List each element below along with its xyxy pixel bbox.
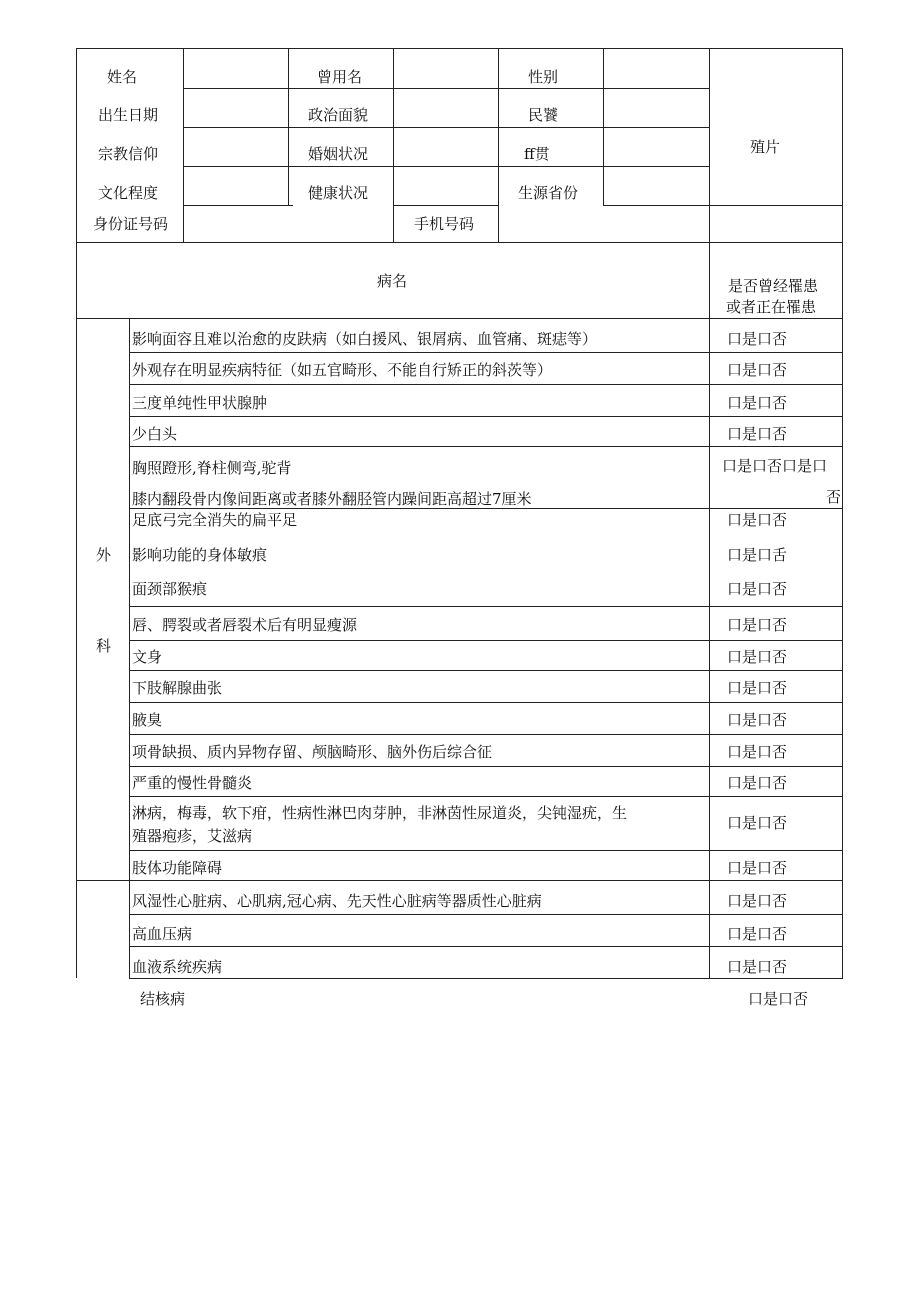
health-status-field[interactable] xyxy=(398,184,493,202)
disease-item: 影响功能的身体敏痕 xyxy=(132,546,268,564)
currently-suffering-header: 或者正在罹患 xyxy=(726,298,817,316)
tuberculosis-label: 结核病 xyxy=(140,990,186,1008)
category-surgery-char2: 科 xyxy=(96,637,112,655)
col-divider xyxy=(393,48,394,242)
disease-item: 风湿性心脏病、心肌病,冠心病、先天性心脏病等器质性心脏病 xyxy=(132,892,542,910)
disease-item: 少白头 xyxy=(132,425,178,443)
disease-item: 项骨缺损、质内异物存留、颅脑畸形、脑外伤后综合征 xyxy=(132,743,493,761)
education-field[interactable] xyxy=(188,184,283,202)
yes-no-choice[interactable]: 口是口否 xyxy=(727,958,788,976)
section-divider xyxy=(76,880,843,881)
tuberculosis-choice[interactable]: 口是口否 xyxy=(748,990,809,1008)
gender-label: 性别 xyxy=(528,68,559,86)
disease-item: 面颈部猴痕 xyxy=(132,580,208,598)
religion-label: 宗教信仰 xyxy=(98,145,159,163)
disease-item-continued: 殖器疱疹，艾滋病 xyxy=(132,827,253,845)
yes-no-choice[interactable]: 口是口否 xyxy=(727,361,788,379)
disease-item: 高血压病 xyxy=(132,925,193,943)
former-name-label: 曾用名 xyxy=(317,68,363,86)
col-divider xyxy=(129,318,130,978)
yes-no-choice[interactable]: 口是口否 xyxy=(727,859,788,877)
col-divider xyxy=(498,48,499,242)
disease-item: 唇、腭裂或者唇裂术后有明显瘦源 xyxy=(132,616,358,634)
disease-item: 下肢解腺曲张 xyxy=(132,679,223,697)
category-surgery-char1: 外 xyxy=(96,546,112,564)
row-divider xyxy=(129,702,843,703)
marital-status-field[interactable] xyxy=(398,145,493,163)
ethnicity-label: 民饕 xyxy=(528,106,559,124)
ethnicity-field[interactable] xyxy=(608,106,703,124)
disease-item: 严重的慢性骨髓炎 xyxy=(132,774,253,792)
disease-name-header: 病名 xyxy=(377,272,408,290)
disease-item: 胸照蹬形,脊柱侧弯,驼背 xyxy=(132,459,292,477)
col-divider xyxy=(603,48,604,205)
yes-no-choice[interactable]: 口是口否 xyxy=(727,711,788,729)
yes-no-choice[interactable]: 口是口否 xyxy=(727,743,788,761)
row-divider xyxy=(129,384,843,385)
political-status-field[interactable] xyxy=(398,106,493,124)
yes-no-choice[interactable]: 否 xyxy=(826,488,842,506)
native-place-field[interactable] xyxy=(608,145,703,163)
yes-no-choice[interactable]: 口是口否 xyxy=(727,814,788,832)
yes-no-choice[interactable]: 口是口否 xyxy=(727,679,788,697)
row-divider xyxy=(129,946,843,947)
disease-item: 肢体功能障碍 xyxy=(132,859,223,877)
table-border-right xyxy=(842,48,843,978)
row-divider xyxy=(129,416,843,417)
disease-item: 淋病，梅毒，软下疳，性病性淋巴肉芽肿，非淋茵性尿道炎，尖钝湿疣，生 xyxy=(132,804,628,822)
political-status-label: 政治面貌 xyxy=(308,106,369,124)
row-divider xyxy=(393,205,498,206)
disease-item: 外观存在明显疾病特征（如五官畸形、不能自行矫正的斜茨等） xyxy=(132,361,553,379)
col-divider xyxy=(288,48,289,205)
photo-placeholder: 殖片 xyxy=(750,138,781,156)
id-number-field[interactable] xyxy=(188,215,388,233)
row-divider xyxy=(183,166,710,167)
religion-field[interactable] xyxy=(188,145,283,163)
yes-no-choice[interactable]: 口是口否 xyxy=(727,394,788,412)
row-divider xyxy=(129,606,843,607)
former-name-field[interactable] xyxy=(398,68,493,86)
disease-item: 文身 xyxy=(132,648,163,666)
yes-no-choice[interactable]: 口是口否 xyxy=(727,425,788,443)
education-label: 文化程度 xyxy=(98,184,159,202)
row-divider xyxy=(129,640,843,641)
disease-item: 影响面容且难以治愈的皮趺病（如白援风、银屑病、血管痛、斑痣等） xyxy=(132,330,598,348)
disease-item: 三度单纯性甲状腺肿 xyxy=(132,394,268,412)
phone-label: 手机号码 xyxy=(414,215,475,233)
row-divider xyxy=(129,850,843,851)
gender-field[interactable] xyxy=(608,68,703,86)
ever-suffered-header: 是否曾经罹患 xyxy=(728,277,819,295)
name-field[interactable] xyxy=(188,68,283,86)
yes-no-choice[interactable]: 口是口否 xyxy=(727,511,788,529)
disease-item: 足底弓完全消失的扁平足 xyxy=(132,511,298,529)
row-divider xyxy=(183,127,710,128)
disease-item: 血液系统疾病 xyxy=(132,958,223,976)
yes-no-choice[interactable]: 口是口否 xyxy=(727,774,788,792)
table-border-left xyxy=(76,48,77,978)
phone-field[interactable] xyxy=(503,215,703,233)
row-divider xyxy=(129,352,843,353)
yes-no-choice[interactable]: 口是口否 xyxy=(727,616,788,634)
row-divider xyxy=(183,88,710,89)
yes-no-choice[interactable]: 口是口否 xyxy=(727,580,788,598)
origin-province-label: 生源省份 xyxy=(518,184,579,202)
health-status-label: 健康状况 xyxy=(308,184,369,202)
yes-no-choice[interactable]: 口是口否 xyxy=(727,892,788,910)
row-divider xyxy=(603,205,843,206)
header-divider xyxy=(76,318,843,319)
native-place-label: ff贯 xyxy=(524,145,550,163)
marital-status-label: 婚姻状况 xyxy=(308,145,369,163)
row-divider xyxy=(129,670,843,671)
birth-date-field[interactable] xyxy=(188,106,283,124)
row-divider xyxy=(129,796,843,797)
yes-no-choice[interactable]: 口是口舌 xyxy=(727,546,788,564)
yes-no-choice[interactable]: 口是口否 xyxy=(727,925,788,943)
row-divider xyxy=(129,978,843,979)
id-number-label: 身份证号码 xyxy=(93,215,169,233)
row-divider xyxy=(129,446,843,447)
row-divider xyxy=(129,734,843,735)
table-border-top xyxy=(76,48,843,49)
row-divider xyxy=(129,914,843,915)
row-divider xyxy=(76,242,843,243)
origin-province-field[interactable] xyxy=(608,184,703,202)
row-divider xyxy=(183,205,293,206)
birth-date-label: 出生日期 xyxy=(98,106,159,124)
col-divider xyxy=(709,48,710,978)
yes-no-choice[interactable]: 口是口否口是口 xyxy=(722,457,828,475)
yes-no-choice[interactable]: 口是口否 xyxy=(727,330,788,348)
row-divider xyxy=(129,766,843,767)
row-divider xyxy=(129,508,843,509)
disease-item: 膝内翻段骨内像间距离或者膝外翻胫管内躁间距高超过7厘米 xyxy=(132,490,532,508)
yes-no-choice[interactable]: 口是口否 xyxy=(727,648,788,666)
disease-item: 腋臭 xyxy=(132,711,163,729)
col-divider xyxy=(183,48,184,242)
name-label: 姓名 xyxy=(107,68,138,86)
